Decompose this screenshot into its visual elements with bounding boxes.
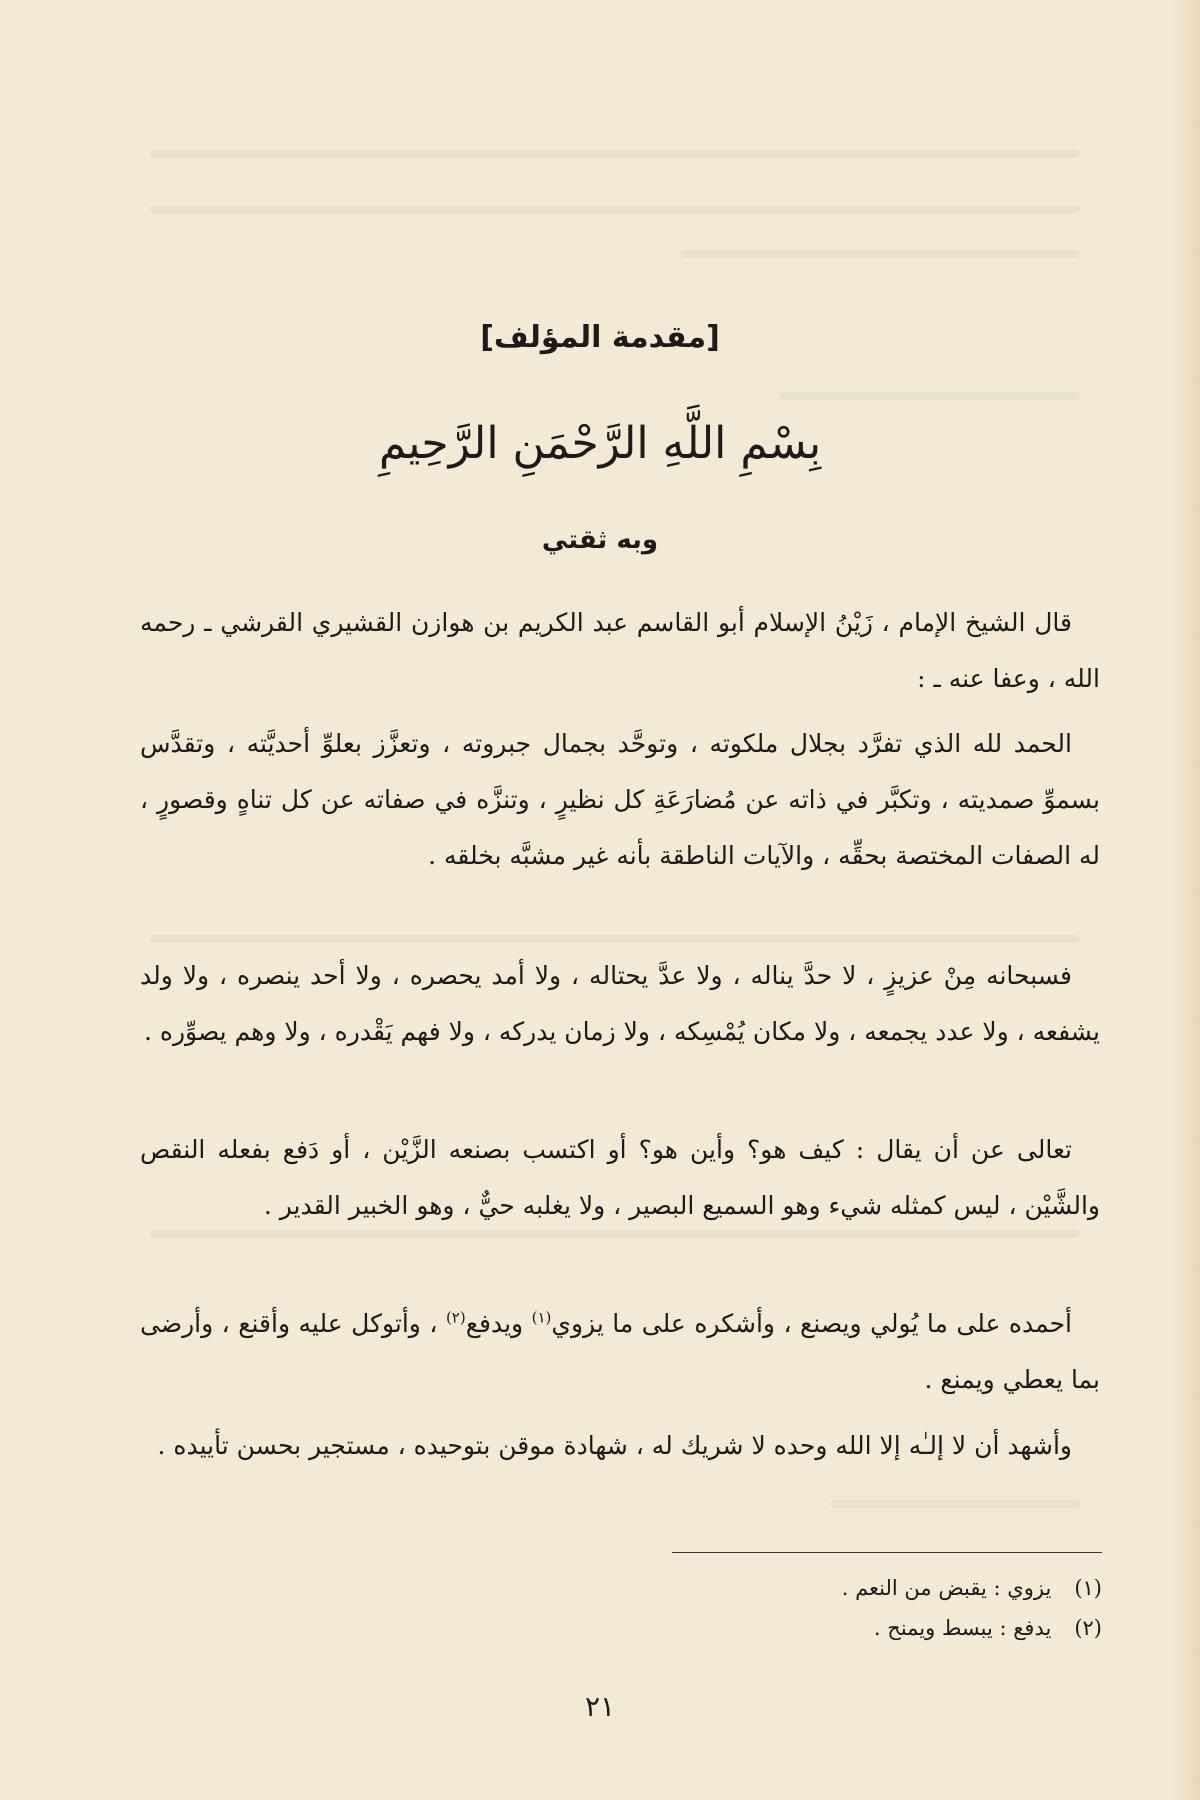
footnote-2 bbox=[502, 1608, 1102, 1648]
subheading: وبه ثقتي bbox=[541, 525, 659, 555]
paragraph-5-part-b: ويدفع bbox=[465, 1309, 532, 1338]
paragraph-2: الحمد لله الذي تفرَّد بجلال ملكوته ، وتوحَّد بجمال جبروته ، وتعزَّز بعلوِّ أحديَّته ، وتقدَّس بسموِّ صمديته ، وتكبَّر في ذاته عن مُضارَعَةِ كل نظيرٍ ، وتنزَّه في صفاته عن كل تناهٍ وقصورٍ ، له الصفات المختصة بحقِّه ، والآيات الناطقة بأنه غير مشبَّه بخلقه . bbox=[140, 729, 1100, 870]
bleed-through-line bbox=[680, 250, 1080, 258]
footnote-ref-2[interactable]: (٢) bbox=[445, 1308, 466, 1327]
bleed-through-line bbox=[150, 935, 1080, 943]
footnotes bbox=[502, 1568, 1102, 1648]
paragraph-5 bbox=[140, 1296, 1100, 1408]
paragraph-3: فسبحانه مِنْ عزيزٍ ، لا حدَّ يناله ، ولا عدَّ يحتاله ، ولا أمد يحصره ، ولا أحد ينصره ، ولا ولد يشفعه ، ولا عدد يجمعه ، ولا مكان يُمْسِكه ، ولا زمان يدركه ، ولا فهم يَقْدره ، ولا وهم يصوِّره . bbox=[140, 961, 1100, 1046]
page-edge-shadow bbox=[1170, 0, 1200, 1800]
paragraph-2-block bbox=[140, 716, 1100, 884]
chapter-heading: [مقدمة المؤلف] bbox=[480, 320, 720, 355]
paragraph-1: قال الشيخ الإمام ، زَيْنُ الإسلام أبو القاسم عبد الكريم بن هوازن القشيري القرشي ـ رحمه الله ، وعفا عنه ـ : bbox=[140, 608, 1100, 693]
bleed-through-line bbox=[150, 205, 1080, 213]
paragraph-6: وأشهد أن لا إلـٰه إلا الله وحده لا شريك له ، شهادة موقن بتوحيده ، مستجير بحسن تأييده . bbox=[157, 1431, 1072, 1460]
footnote-1 bbox=[502, 1568, 1102, 1608]
basmala-calligraphy: بِسْمِ اللَّهِ الرَّحْمَنِ الرَّحِيمِ bbox=[378, 418, 822, 469]
paragraph-1-block bbox=[140, 595, 1100, 707]
footnote-1-text: يزوي : يقبض من النعم . bbox=[841, 1576, 1052, 1600]
page-number: ٢١ bbox=[584, 1690, 616, 1723]
footnote-divider bbox=[672, 1552, 1102, 1553]
footnote-2-text: يدفع : يبسط ويمنح . bbox=[873, 1616, 1052, 1640]
paragraph-5-part-c: ، وأتوكل عليه وأقنع ، وأرضى بما يعطي ويمنع . bbox=[140, 1309, 1100, 1394]
footnote-ref-1[interactable]: (١) bbox=[531, 1308, 552, 1327]
paragraph-5-part-a: أحمده على ما يُولي ويصنع ، وأشكره على ما يزوي bbox=[551, 1309, 1072, 1338]
paragraph-4: تعالى عن أن يقال : كيف هو؟ وأين هو؟ أو اكتسب بصنعه الزَّيْن ، أو دَفع بفعله النقص والشَّيْن ، ليس كمثله شيء وهو السميع البصير ، ولا يغلبه حيٌّ ، وهو الخبير القدير . bbox=[140, 1135, 1100, 1220]
paragraph-6-block bbox=[140, 1418, 1100, 1474]
footnote-2-number: (٢) bbox=[1074, 1616, 1102, 1640]
paragraph-4-block bbox=[140, 1122, 1100, 1234]
bleed-through-line bbox=[830, 1500, 1080, 1508]
paragraph-3-block bbox=[140, 948, 1100, 1060]
bleed-through-line bbox=[780, 392, 1080, 400]
bleed-through-line bbox=[150, 150, 1080, 158]
footnote-1-number: (١) bbox=[1074, 1576, 1102, 1600]
paragraph-5-block bbox=[140, 1296, 1100, 1408]
